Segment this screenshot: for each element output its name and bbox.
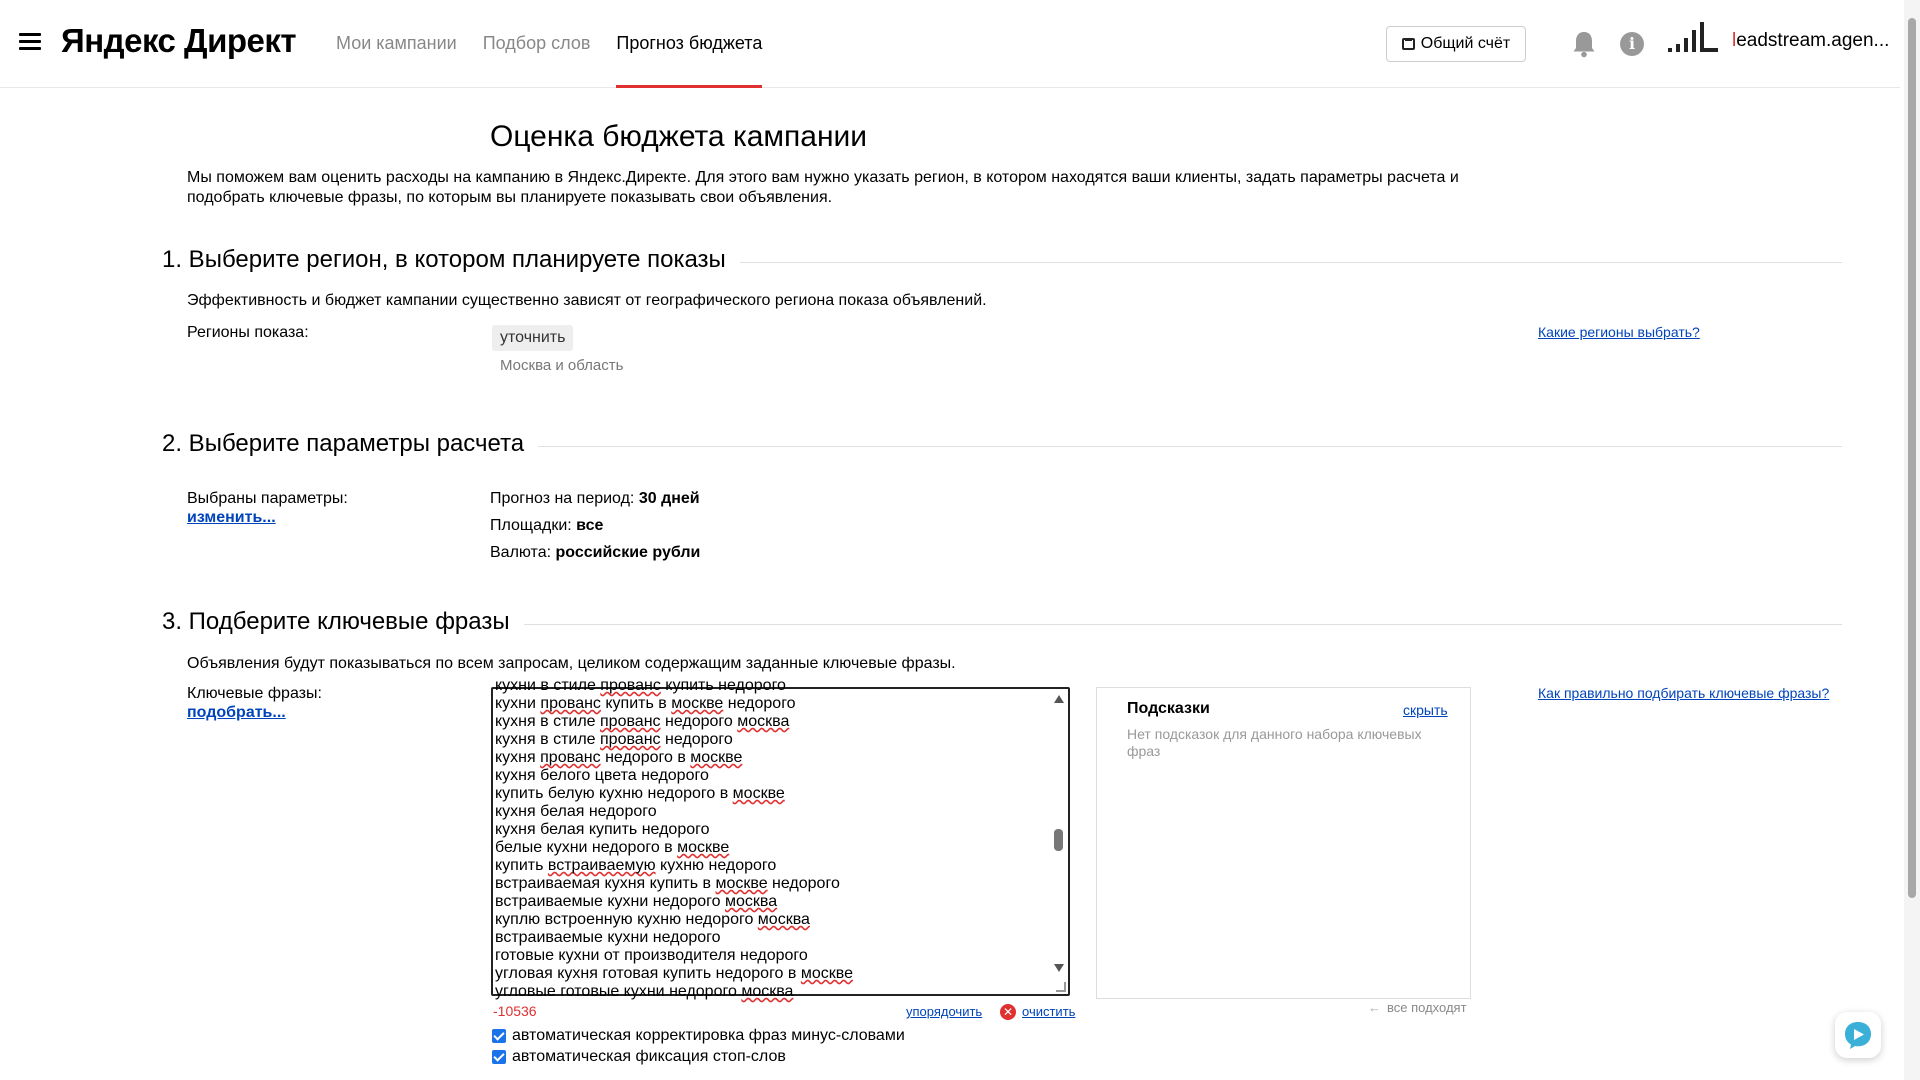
menu-icon[interactable] — [19, 33, 41, 51]
keyword-line: кухня в стиле прованс недорого — [495, 731, 733, 748]
keyword-line: кухня белая купить недорого — [495, 821, 710, 838]
keyword-line: купить белую кухню недорого в москве — [495, 785, 785, 802]
param-currency-value: российские рубли — [555, 544, 701, 561]
stop-words-option — [492, 1048, 786, 1066]
keyword-line: кухня белая недорого — [495, 803, 657, 820]
keyword-line: купить встраиваемую кухню недорого — [495, 857, 777, 874]
page-title: Оценка бюджета кампании — [490, 120, 868, 153]
minus-words-label[interactable]: автоматическая корректировка фраз минус-словами — [512, 1027, 905, 1044]
section-3-title: 3. Подберите ключевые фразы — [162, 608, 510, 635]
section-1-title: 1. Выберите регион, в котором планируете показы — [162, 246, 726, 273]
hints-title: Подсказки — [1127, 700, 1210, 717]
page-scrollbar-thumb[interactable] — [1908, 18, 1916, 898]
user-account-name[interactable] — [1732, 30, 1889, 52]
keywords-scrollbar[interactable] — [1050, 689, 1068, 994]
param-period-label: Прогноз на период: — [490, 490, 639, 507]
hide-hints-link[interactable]: скрыть — [1403, 702, 1448, 718]
shared-account-button[interactable] — [1386, 26, 1526, 62]
all-fit-label: все подходят — [1387, 1000, 1467, 1015]
scroll-up-arrow-icon[interactable] — [1054, 695, 1064, 703]
nav-word-selection[interactable]: Подбор слов — [482, 33, 591, 53]
keyword-line: белые кухни недорого в москве — [495, 839, 730, 856]
keyword-line: кухня прованс недорого в москве — [495, 749, 743, 766]
section-2-title: 2. Выберите параметры расчета — [162, 430, 525, 457]
intro-text: Мы поможем вам оценить расходы на кампанию в Яндекс.Директе. Для этого вам нужно указать регион, в котором находятся ваши клиенты, задать параметры расчета и подобрать ключевые фразы, по которым вы планируете показывать свои объявления. — [187, 169, 1459, 206]
keyword-line: встраиваемые кухни недорого — [495, 929, 721, 946]
section-1-description: Эффективность и бюджет кампании существенно зависят от географического региона показа объявлений. — [187, 292, 987, 309]
user-name-rest: eadstream.agen... — [1736, 30, 1890, 51]
hints-empty-text: Нет подсказок для данного набора ключевых фраз — [1127, 726, 1422, 759]
user-first-letter: l — [1732, 30, 1737, 51]
section-3-description: Объявления будут показываться по всем запросам, целиком содержащим заданные ключевые фразы. — [187, 655, 956, 672]
section-2-heading — [162, 430, 1842, 458]
keyword-line: кухня белого цвета недорого — [495, 767, 709, 784]
keyword-line: угловая кухня готовая купить недорого в москве — [495, 965, 853, 982]
pick-phrases-link[interactable]: подобрать... — [187, 704, 286, 721]
section-3-heading — [162, 608, 1842, 636]
keyword-line: встраиваемые кухни недорого москва — [495, 893, 778, 910]
param-currency — [490, 544, 700, 562]
clear-link[interactable]: очистить — [1022, 1004, 1076, 1019]
wallet-icon — [1402, 38, 1415, 50]
section-1-heading — [162, 246, 1842, 274]
keyword-line: кухни в стиле прованс купить недорого — [495, 677, 786, 694]
change-params-link[interactable]: изменить... — [187, 509, 276, 526]
param-platforms-label: Площадки: — [490, 517, 577, 534]
selected-params-label: Выбраны параметры: — [187, 490, 348, 507]
param-period — [490, 490, 700, 508]
keywords-help-link[interactable]: Как правильно подбирать ключевые фразы? — [1538, 685, 1830, 701]
notifications-bell-icon[interactable] — [1572, 30, 1596, 58]
signal-bars-icon — [1668, 20, 1720, 54]
arrow-left-icon: ← — [1368, 1000, 1381, 1015]
divider — [524, 624, 1842, 625]
keyword-line: встраиваемая кухня купить в москве недорого — [495, 875, 840, 892]
keyword-line: угловые готовые кухни недорого москва — [495, 983, 794, 1000]
shared-account-label: Общий счёт — [1420, 35, 1511, 52]
minus-words-checkbox[interactable] — [492, 1029, 506, 1043]
which-regions-help-link[interactable]: Какие регионы выбрать? — [1538, 324, 1700, 340]
clear-icon[interactable]: ✕ — [1000, 1004, 1016, 1020]
keywords-lines — [495, 677, 853, 1001]
nav-my-campaigns[interactable]: Мои кампании — [336, 33, 457, 53]
top-header — [0, 0, 1900, 88]
param-period-value: 30 дней — [638, 490, 700, 507]
refine-region-button[interactable]: уточнить — [492, 325, 573, 351]
all-fit-link[interactable] — [1368, 1000, 1467, 1015]
sort-link[interactable]: упорядочить — [906, 1004, 983, 1019]
scroll-down-arrow-icon[interactable] — [1054, 964, 1064, 972]
resize-handle-icon[interactable] — [1056, 982, 1066, 992]
hints-panel — [1096, 687, 1471, 999]
keywords-textarea[interactable] — [491, 677, 1070, 1000]
nav-budget-forecast[interactable]: Прогноз бюджета — [616, 0, 762, 88]
page-scrollbar[interactable] — [1904, 0, 1920, 1080]
main-nav — [336, 0, 788, 88]
keyword-line: кухни прованс купить в москве недорого — [495, 695, 796, 712]
keyword-line: кухня в стиле прованс недорого москва — [495, 713, 790, 730]
stop-words-checkbox[interactable] — [492, 1050, 506, 1064]
keyword-line: готовые кухни от производителя недорого — [495, 947, 808, 964]
region-value: Москва и область — [500, 357, 624, 374]
keyword-count: -10536 — [493, 1003, 537, 1019]
param-platforms-value: все — [576, 517, 604, 534]
keyword-line: куплю встроенную кухню недорого москва — [495, 911, 810, 928]
keywords-scrollbar-thumb[interactable] — [1054, 829, 1063, 851]
regions-label: Регионы показа: — [187, 324, 309, 341]
param-currency-label: Валюта: — [490, 544, 556, 561]
param-platforms — [490, 517, 603, 535]
logo[interactable]: Яндекс Директ — [61, 22, 297, 59]
minus-words-option — [492, 1027, 905, 1045]
info-icon[interactable]: i — [1620, 32, 1644, 56]
divider — [740, 262, 1842, 263]
divider — [538, 446, 1842, 447]
stop-words-label[interactable]: автоматическая фиксация стоп-слов — [512, 1048, 786, 1065]
keyword-phrases-label: Ключевые фразы: — [187, 685, 322, 702]
chat-assistant-icon[interactable] — [1835, 1012, 1881, 1058]
